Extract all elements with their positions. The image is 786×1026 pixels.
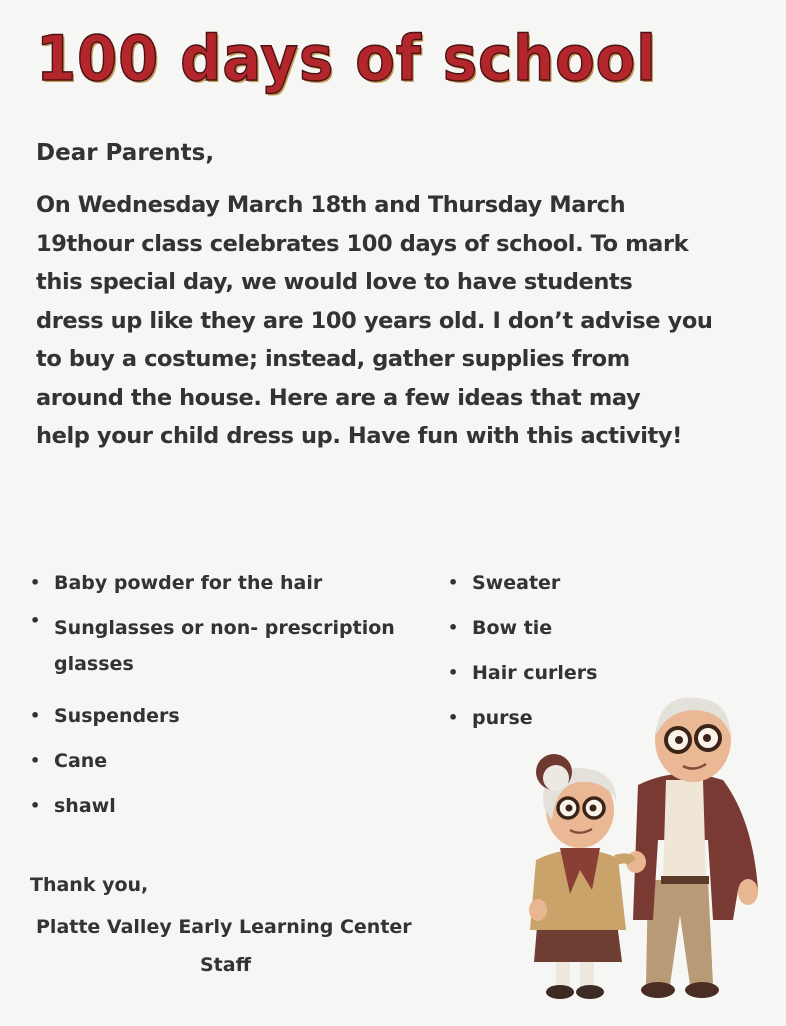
body-line: help your child dress up. Have fun with this activity! [36,423,683,449]
list-item: • shawl [30,795,116,817]
bullet-icon: • [30,796,41,815]
bullet-icon: • [30,573,41,592]
body-line: this special day, we would love to have students [36,269,633,295]
body-line: On Wednesday March 18th and Thursday March [36,192,626,218]
bullet-icon: • [30,706,41,725]
letter-body [36,186,762,456]
grandfather-figure [633,698,758,998]
list-item: • Sweater [448,572,561,594]
greeting: Dear Parents, [36,140,215,166]
list-item: • Suspenders [30,705,180,727]
bullet-icon: • [448,618,459,637]
signature-role: Staff [200,954,251,976]
bullet-icon: • [448,573,459,592]
body-line: around the house. Here are a few ideas that may [36,384,641,411]
grandmother-figure [529,754,646,999]
bullet-icon: • [30,611,41,630]
list-item: • Cane [30,750,108,772]
closing: Thank you, [30,874,149,896]
flyer-title: 100 days of school [36,22,657,95]
bullet-icon: • [30,751,41,770]
list-item: • Baby powder for the hair [30,572,323,594]
list-item: • Sunglasses or non- prescription glasses [30,611,395,675]
bullet-icon: • [448,663,459,682]
bullet-icon: • [448,708,459,727]
list-item: • Bow tie [448,617,553,639]
body-line: to buy a costume; instead, gather supplies from [36,346,630,372]
signature-org: Platte Valley Early Learning Center [36,916,412,938]
body-line: dress up like they are 100 years old. I don’t advise you [36,307,713,334]
elderly-couple-icon [508,680,778,1015]
list-item: • Hair curlers [448,662,598,684]
body-line: 19thour class celebrates 100 days of school. To mark [36,230,689,257]
list-item: • purse [448,707,533,729]
ideas-list-left [30,572,420,840]
elderly-couple-illustration [508,680,778,1015]
